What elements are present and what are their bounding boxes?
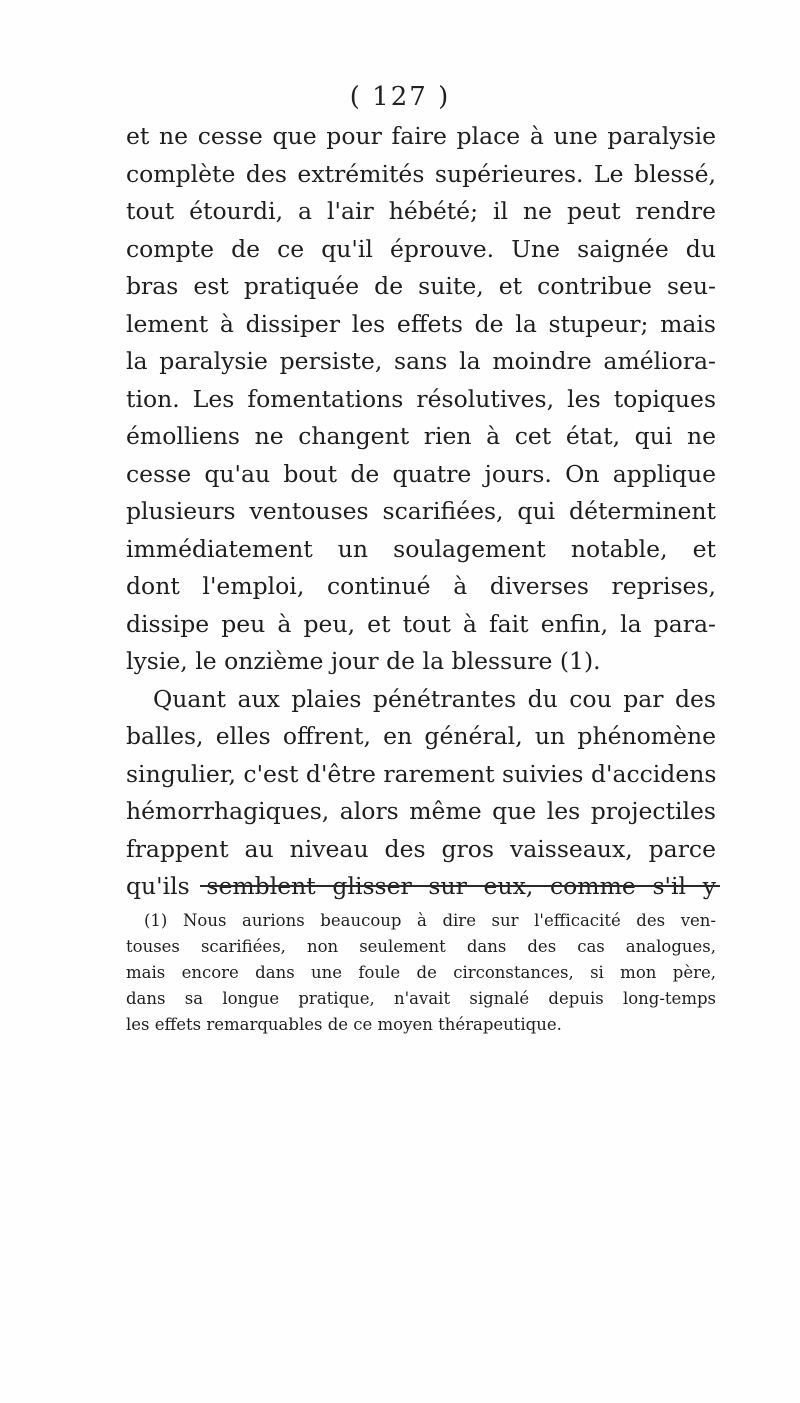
text-line: lysie, le onzième jour de la blessure (1).: [126, 647, 601, 675]
text-line: cesse qu'au bout de quatre jours. On applique: [126, 459, 716, 488]
text-line: émolliens ne changent rien à cet état, qui ne: [126, 422, 716, 450]
text-line: immédiatement un soulagement notable, et: [126, 534, 716, 563]
footnote-line: mais encore dans une foule de circonstances, si mon père,: [126, 963, 716, 982]
text-line: lement à dissiper les effets de la stupeur; mais: [126, 309, 716, 338]
footnote-line: les effets remarquables de ce moyen thérapeutique.: [126, 1015, 562, 1034]
text-line: dissipe peu à peu, et tout à fait enfin, la para-: [126, 609, 716, 638]
text-line: bras est pratiquée de suite, et contribue seu-: [126, 272, 716, 300]
text-line: la paralysie persiste, sans la moindre améliora-: [126, 347, 716, 375]
footnote-separator: [200, 885, 720, 887]
text-line: et ne cesse que pour faire place à une paralysie: [126, 122, 716, 150]
text-line: complète des extrémités supérieures. Le blessé,: [126, 159, 716, 188]
footnote: [126, 908, 716, 1038]
main-text: [126, 118, 716, 906]
text-line: balles, elles offrent, en général, un phénomène: [126, 722, 716, 750]
footnote-line: dans sa longue pratique, n'avait signalé depuis long-temps: [126, 989, 716, 1008]
footnote-line: (1) Nous aurions beaucoup à dire sur l'efficacité des ven-: [144, 911, 716, 930]
text-line: frappent au niveau des gros vaisseaux, parce: [126, 834, 716, 863]
footnote-line: touses scarifiées, non seulement dans des cas analogues,: [126, 937, 716, 956]
text-line: tion. Les fomentations résolutives, les topiques: [126, 384, 716, 413]
page-number: ( 127 ): [349, 82, 451, 112]
text-line: tout étourdi, a l'air hébété; il ne peut rendre: [126, 197, 716, 225]
text-line: hémorrhagiques, alors même que les projectiles: [126, 797, 716, 825]
text-line: singulier, c'est d'être rarement suivies d'accidens: [126, 759, 717, 788]
text-line: plusieurs ventouses scarifiées, qui déterminent: [126, 497, 716, 525]
text-line: qu'ils semblent glisser sur eux, comme s'il y: [126, 872, 716, 900]
text-line: dont l'emploi, continué à diverses reprises,: [126, 572, 716, 600]
text-line: Quant aux plaies pénétrantes du cou par des: [153, 684, 716, 713]
text-line: compte de ce qu'il éprouve. Une saignée du: [126, 234, 716, 263]
